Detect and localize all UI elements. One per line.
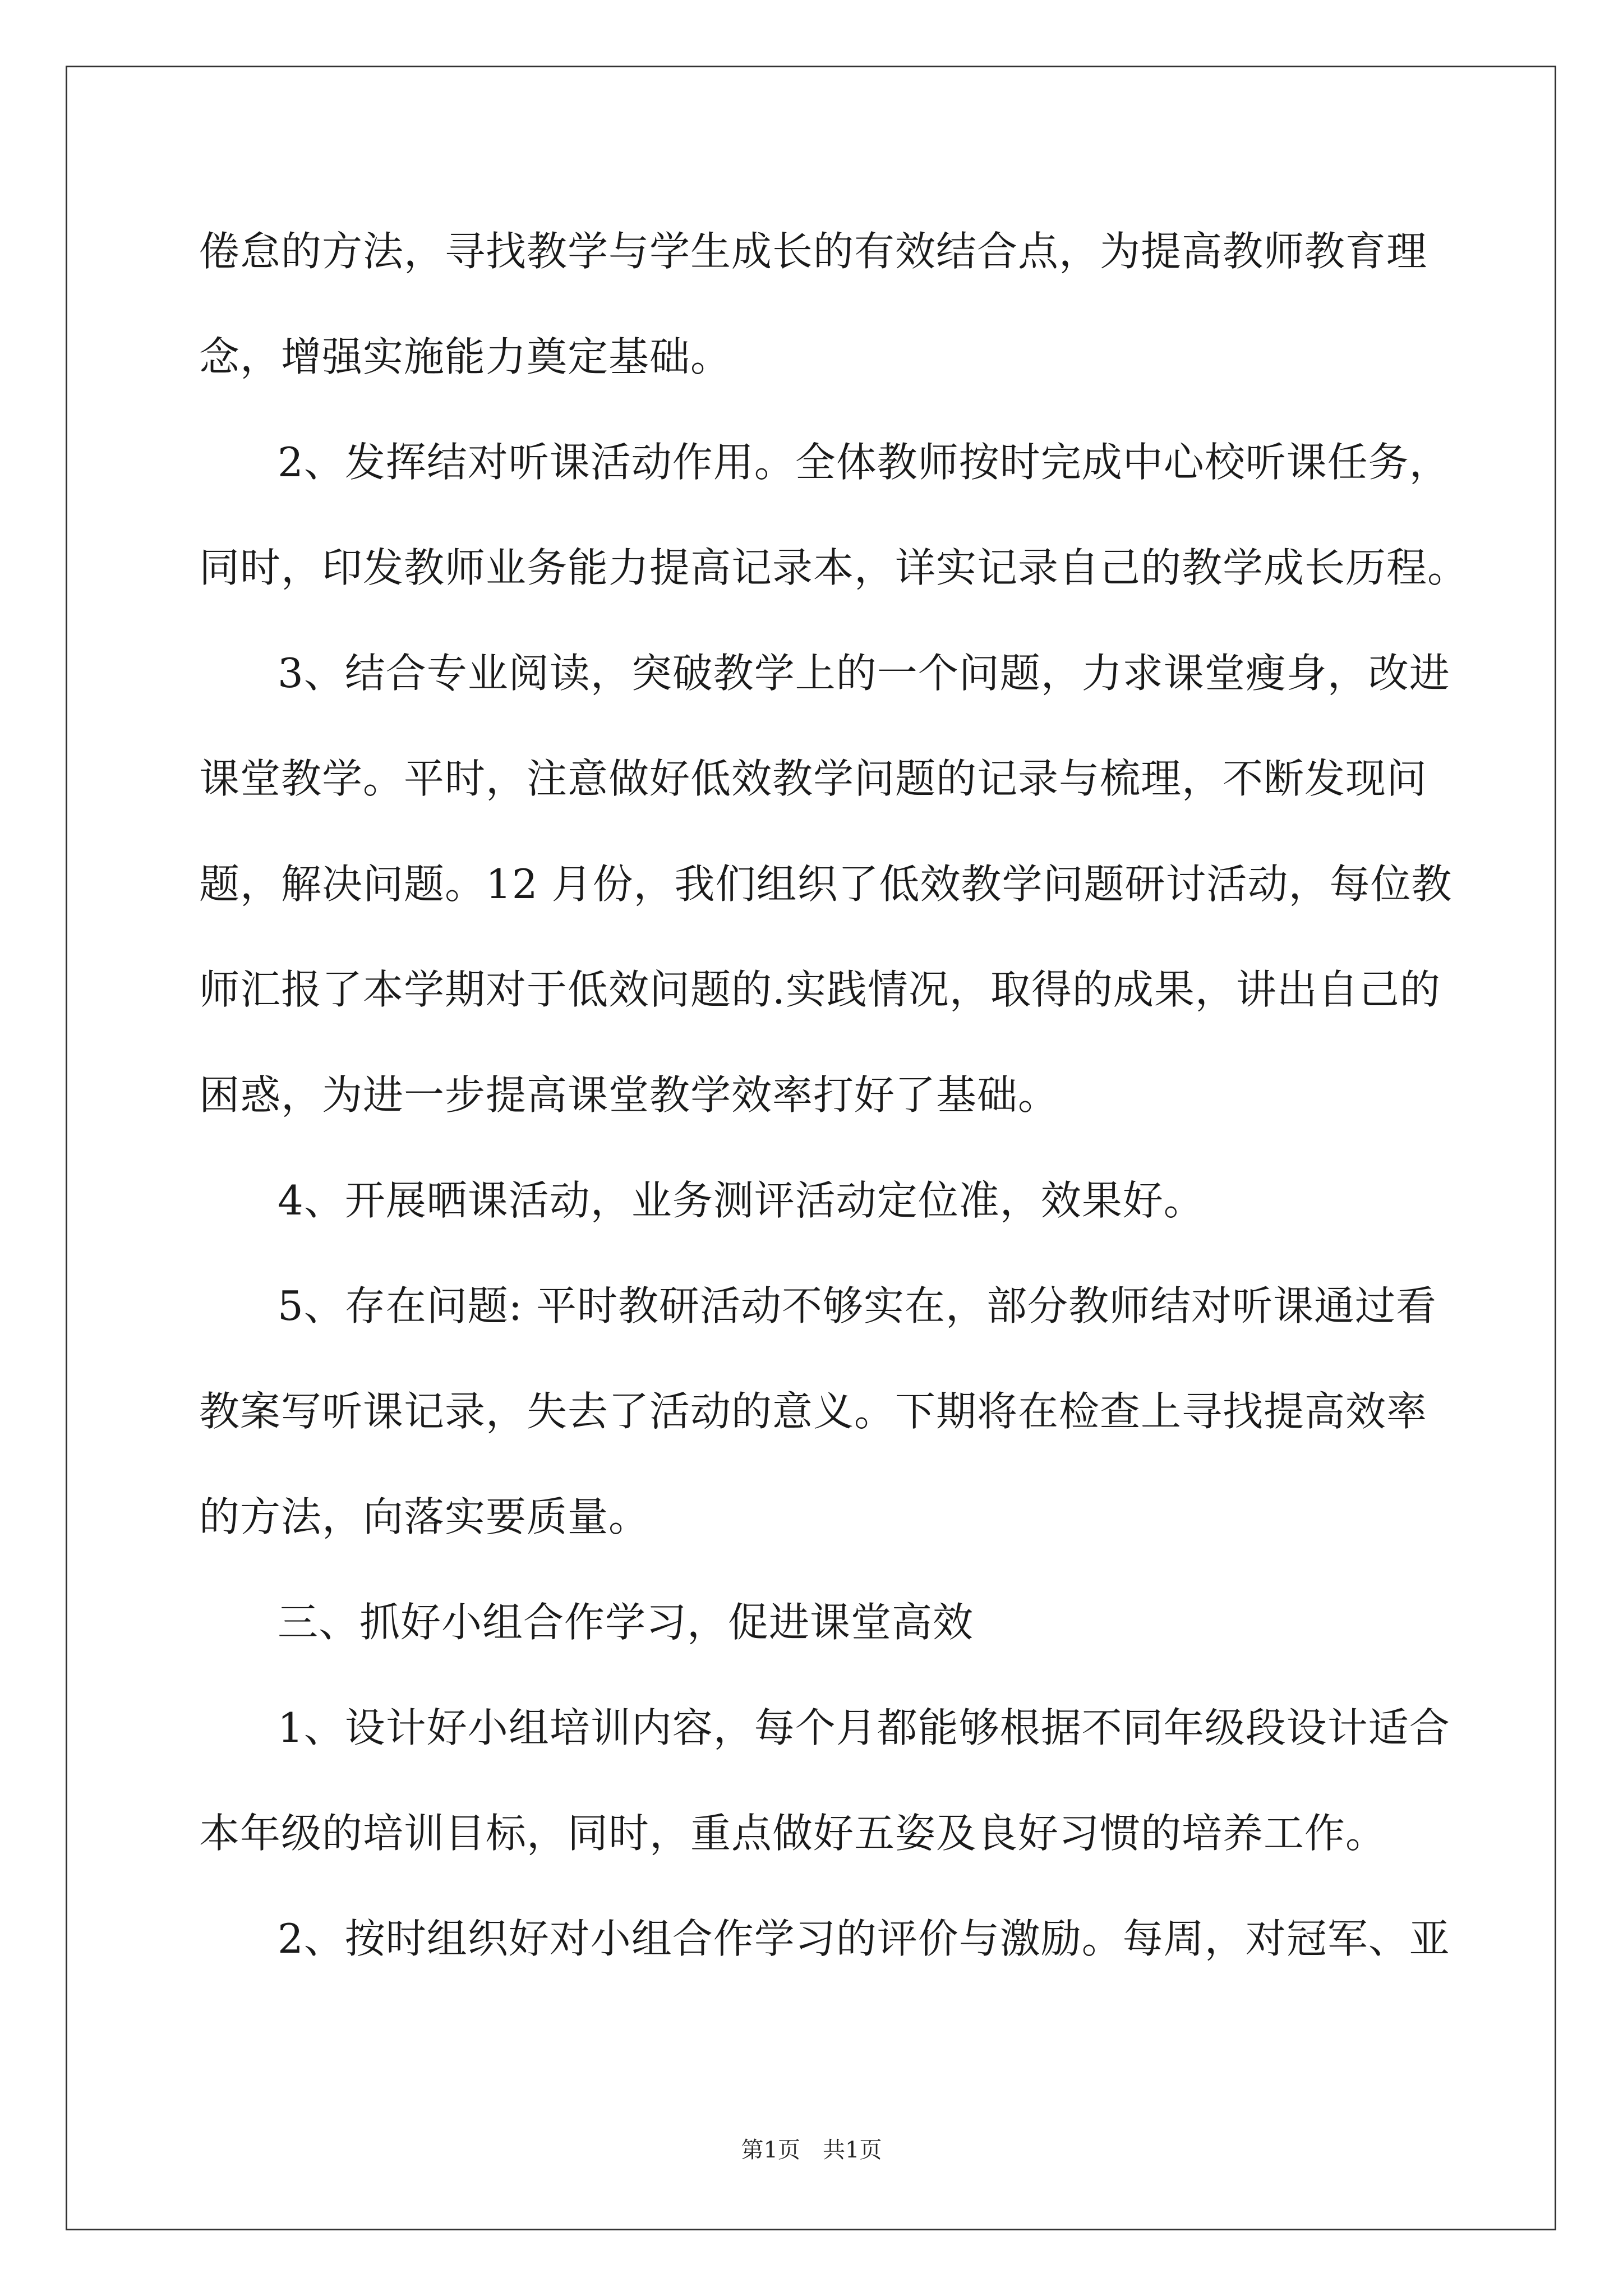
text-line: 5、存在问题: 平时教研活动不够实在，部分教师结对听课通过看 <box>278 1282 1437 1329</box>
document-body <box>199 218 1469 2010</box>
text-line: 同时，印发教师业务能力提高记录本，详实记录自己的教学成长历程。 <box>199 544 1469 591</box>
text-line: 教案写听课记录，失去了活动的意义。下期将在检查上寻找提高效率 <box>199 1388 1428 1435</box>
text-line: 念，增强实施能力奠定基础。 <box>199 333 732 380</box>
text-line: 4、开展晒课活动，业务测评活动定位准，效果好。 <box>278 1177 1205 1224</box>
text-line: 困惑，为进一步提高课堂教学效率打好了基础。 <box>199 1071 1059 1119</box>
page-number-current: 第1页 <box>741 2137 800 2163</box>
text-line: 三、抓好小组合作学习，促进课堂高效 <box>278 1599 974 1646</box>
text-line: 3、结合专业阅读，突破教学上的一个问题，力求课堂瘦身，改进 <box>278 650 1450 697</box>
text-line: 2、按时组织好对小组合作学习的评价与激励。每周，对冠军、亚 <box>278 1915 1450 1962</box>
text-line: 课堂教学。平时，注意做好低效教学问题的记录与梳理，不断发现问 <box>199 755 1428 802</box>
text-line: 1、设计好小组培训内容，每个月都能够根据不同年级段设计适合 <box>278 1704 1450 1751</box>
text-line: 2、发挥结对听课活动作用。全体教师按时完成中心校听课任务， <box>278 439 1450 486</box>
page-footer <box>0 2136 1623 2164</box>
text-line: 本年级的培训目标，同时，重点做好五姿及良好习惯的培养工作。 <box>199 1810 1387 1857</box>
text-line: 题，解决问题。12 月份，我们组织了低效教学问题研讨活动，每位教 <box>199 861 1453 908</box>
text-line: 的方法，向落实要质量。 <box>199 1493 650 1540</box>
text-line: 倦怠的方法，寻找教学与学生成长的有效结合点，为提高教师教育理 <box>199 228 1428 275</box>
text-line: 师汇报了本学期对于低效问题的.实践情况，取得的成果，讲出自己的 <box>199 966 1441 1013</box>
page-number-total: 共1页 <box>823 2137 882 2163</box>
